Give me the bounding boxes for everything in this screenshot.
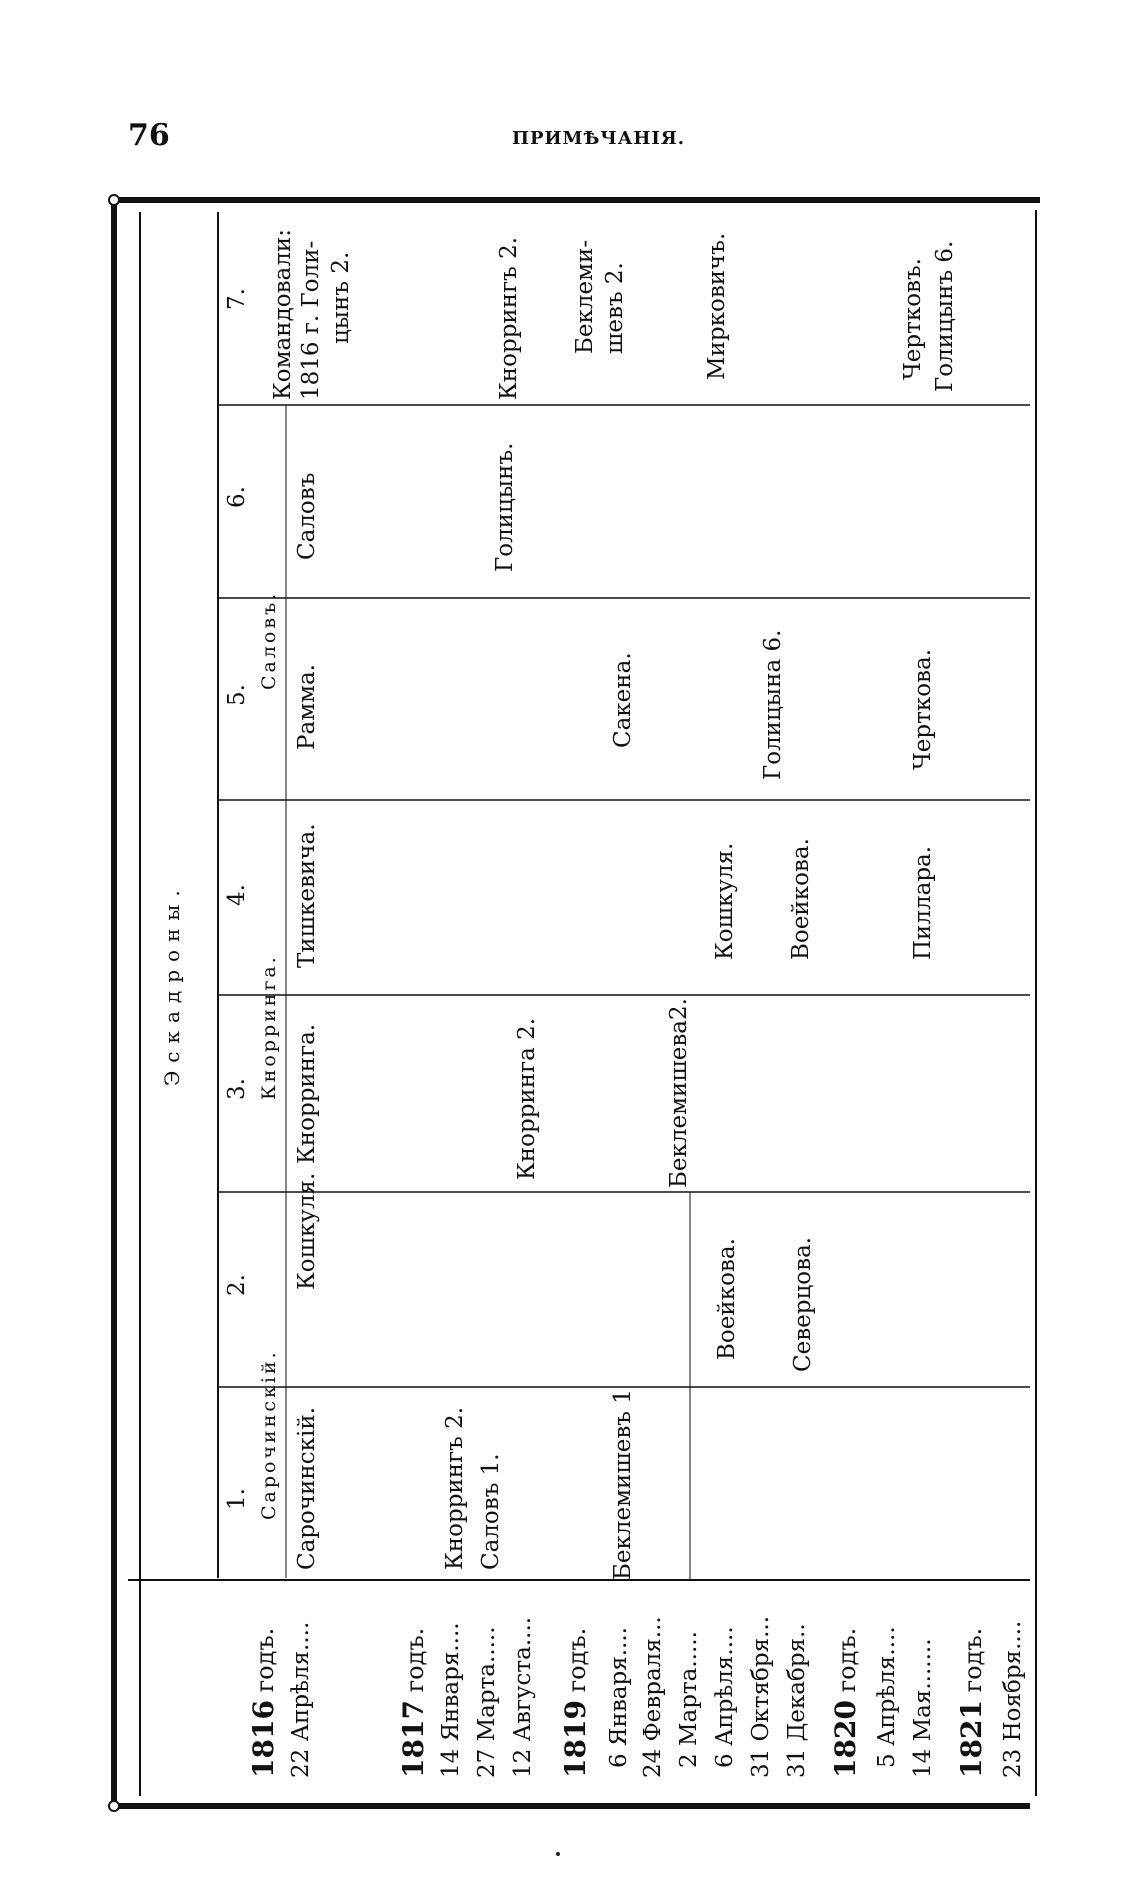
table-cell: Голицынъ 6. (932, 240, 958, 392)
squadron-number: 5. (224, 684, 250, 706)
table-cell: Северцова. (790, 1236, 816, 1372)
table-cell: цынъ 2. (328, 251, 354, 344)
table-cell: Беклемишева2. (666, 998, 692, 1188)
table-cell: Черткова. (910, 648, 936, 770)
table-cell: Голицына 6. (760, 629, 786, 780)
table-cell: Чертковъ. (900, 258, 926, 380)
date-label: 14 Мая....... (910, 1638, 936, 1778)
date-label: 14 Января.... (438, 1622, 464, 1778)
table-cell: Кнорринга 2. (514, 1017, 540, 1180)
table-cell: Тишкевича. (294, 823, 320, 968)
group-header: Эскадроны. (160, 882, 184, 1086)
squadron-number: 2. (224, 1274, 250, 1296)
pair-commander: Саловъ. (258, 590, 280, 690)
table-cell: Воейкова. (714, 1238, 740, 1360)
year-1821-label: 1821 годъ. (955, 1627, 988, 1778)
squadron-number: 3. (224, 1078, 250, 1100)
table-cell: Кнорринга. (294, 1023, 320, 1164)
date-label: 23 Ноября.... (1000, 1620, 1026, 1778)
corner-ornament (109, 1801, 119, 1811)
table-cell: Рамма. (294, 664, 320, 750)
table-cell: Саловъ 1. (478, 1453, 504, 1570)
date-label: 12 Августа.... (510, 1616, 536, 1778)
date-label: 22 Апрѣля.... (288, 1621, 314, 1778)
table-cell: Голицынъ. (492, 442, 518, 572)
year-1819-label: 1819 годъ. (559, 1627, 592, 1778)
table-cell: Кошкуля. (294, 1172, 320, 1290)
squadron-number: 4. (224, 884, 250, 906)
date-label: 6 Апрѣля.... (712, 1626, 738, 1768)
date-label: 2 Марта..... (676, 1631, 702, 1768)
page-number: 76 (128, 118, 170, 153)
corner-ornament (109, 195, 119, 205)
stray-mark (556, 1852, 560, 1856)
table-cell: шевъ 2. (602, 262, 628, 354)
table-cell: Саловъ (294, 472, 320, 560)
date-label: 27 Марта..... (474, 1626, 500, 1778)
table-cell: Сарочинскій. (294, 1407, 320, 1570)
table-cell: Воейкова. (788, 838, 814, 960)
table-cell: Сакена. (610, 652, 636, 748)
squadron-number: 6. (224, 486, 250, 508)
squadron-number: 1. (224, 1488, 250, 1510)
year-1820-label: 1820 годъ. (829, 1627, 862, 1778)
date-label: 5 Апрѣля.... (874, 1626, 900, 1768)
table-cell: Беклемишевъ 1 (610, 1389, 636, 1580)
pair-commander: Кнорринга. (258, 954, 280, 1100)
date-label: 31 Октября... (748, 1615, 774, 1778)
date-label: 6 Января.... (606, 1627, 632, 1768)
table-cell: Мирковичъ. (704, 232, 730, 380)
pair-commander: Сарочинскій. (258, 1349, 280, 1520)
date-label: 24 Февраля... (640, 1616, 666, 1778)
running-head: ПРИМѢЧАНІЯ. (512, 128, 685, 149)
table-cell: Кноррингъ 2. (496, 236, 522, 400)
year-1816-label: 1816 годъ. (247, 1627, 280, 1778)
table-cell: Беклеми- (572, 239, 598, 354)
table-cell: Пиллара. (910, 845, 936, 960)
date-label: 31 Декабря.. (784, 1623, 810, 1778)
table-cell: Кошкуля. (712, 842, 738, 960)
table-cell: 1816 г. Голи- (298, 240, 324, 400)
table-cell: Командовали: (270, 229, 296, 400)
squadron-number: 7. (224, 288, 250, 310)
year-1817-label: 1817 годъ. (397, 1627, 430, 1778)
table-cell: Кноррингъ 2. (442, 1406, 468, 1570)
